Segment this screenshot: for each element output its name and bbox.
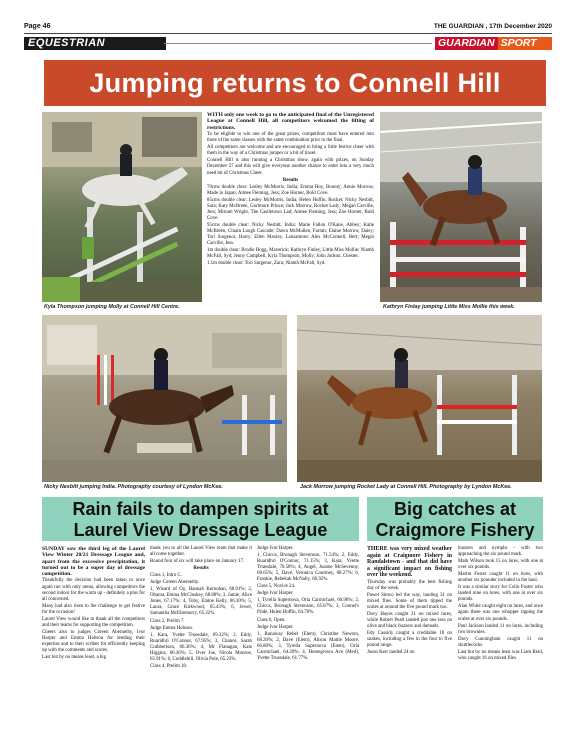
photo-jack-morrow [297, 315, 542, 482]
fishery-para-2: Pawel Simco led the way, landing 31 on mixed flies. Some of them tipped the scales at around the five pound mark too. [367, 593, 452, 611]
story1-result-5: 1.1m double clear: Tori Surgenor, Zara; Niamh McFall, Syd. [207, 261, 326, 267]
section-tag-equestrian [24, 37, 166, 50]
story1-para-1: To be eligible to win one of the great prizes, competitors must have entered into three of the same classes with the same combination prior to the final. [207, 132, 374, 144]
section-rule [164, 43, 432, 44]
page-number: Page 46 [24, 23, 51, 30]
guardian-tag: GUARDIAN [435, 37, 498, 50]
headline-fishery [367, 497, 543, 541]
story1-result-1: 70cms double clear: Lesley McMorris, India; Emma Hoy, Bounty; Annie Morrow, Made in Japan; Aimee Fleming, Jess; Zoe Horner, Bold Cove. [207, 184, 374, 196]
headline-dressage-line1: Rain fails to dampen spirits at [72, 499, 329, 519]
dressage-result-2: Judge Coreen Abernethy. [150, 580, 200, 586]
fishery-para-4: Edy Cassidy caught a creditable 18 on snakes, including a few in the four to five pound range. [367, 631, 452, 649]
dressage-col-2 [150, 546, 252, 671]
dressage-col3-para-7: Judge Ivor Harper. [257, 624, 294, 630]
fishery-col2-para-2: Mark Wilson took 15 on lures, with one at over six pounds. [458, 559, 543, 571]
dressage-results-title: Results [193, 566, 209, 572]
dressage-col3-para-3: Class 5, Novice 24. [257, 584, 296, 590]
fishery-col2-para-8: Last but by no means least was Liam Reid, who caught 16 on mixed flies. [458, 649, 543, 661]
caption-kyla: Kyla Thompson jumping Molly at Connell Hill Centre. [44, 304, 180, 310]
headline-fishery-line2: Craigmore Fishery [375, 520, 535, 540]
story1-lead: WITH only one week to go to the anticipated final of the Unregistered League at Connell Hill, all competitors welcomed the lifting of restrictions. [207, 112, 374, 131]
fishery-lead: THERE was very mixed weather again at Craigmore Fishery in Randalstown - and that did have a significant impact on fishing over the weekend. [367, 546, 452, 579]
headline-dressage-line2: Laurel View Dressage League [73, 520, 328, 540]
dressage-col-1 [42, 546, 145, 662]
caption-nicky: Nicky Nesbitt jumping India. Photography courtesy of Lyndon McKee. [44, 484, 223, 490]
dressage-col3-para-4: Judge Ivor Harper. [257, 591, 294, 597]
fishery-col2-para-4: It was a similar story for Colin Foster who landed nine on lures, with one at over six pounds. [458, 585, 543, 603]
headline-fishery-line1: Big catches at [393, 499, 517, 519]
dressage-para-1: Thankfully the decision had been taken to once again run with only arena, allowing competitors the second indoor for the warm up - definitely a plus for all concerned. [42, 578, 145, 602]
horse-jump-illustration-3 [42, 315, 287, 482]
story1-results-title: Results [282, 177, 299, 183]
fishery-col2-para-5: Alan White caught eight on lures, and once again there was one whopper tipping the scales at over six pounds. [458, 604, 543, 622]
dressage-col3-para-8: 1, Runaway Rebel (Elem), Christine Newton, 68.20%; 2, Dave (Elem), Alison Mattie Moore, 66.80%; 3, Tyrella Supernova (Elem), Orla Carmichael, 64.20%; 4, Homegrown Ace (Med), Yvette Truesdale, 61.77%. [257, 631, 359, 661]
dressage-para-5: Last but by no means least, a big [42, 655, 107, 661]
dressage-col3-para-6: Class 6, Open. [257, 617, 286, 623]
fishery-para-5: Jason Kerr landed 24 on [367, 650, 415, 656]
fishery-col2-para-7: Davy Cunningham caught 11 on shuttlecocks. [458, 636, 543, 648]
sport-tag: SPORT [498, 37, 552, 50]
story1-body [207, 112, 374, 268]
caption-jack: Jack Morrow jumping Rocket Lady at Connell Hill. Photography by Lyndon McKee. [300, 484, 512, 490]
photo-nicky-nesbitt [42, 315, 287, 482]
photo-kyla-thompson [42, 112, 202, 302]
fishery-para-1: Thursday was probably the best fishing day of the week. [367, 579, 452, 592]
fishery-col-2 [458, 546, 543, 663]
story1-result-2: 85cms double clear: Lesley McMorris, India; Helen Hoffin, Rocket; Nicky Nesbitt, Sara; Katy McBreen, Gortmore Prince; Jack Morrow, Rocket Lady; Megan Carville, Jess; Miriam Wright, The Castletown Lad; Aimee Fleming, Jess; Zoe Horner, Bold Cove. [207, 197, 374, 221]
dressage-lead: SUNDAY saw the third leg of the Laurel View Winter 20/21 Dressage League and, apart from the excessive precipitation, it turned out to be a super day of dressage competition. [42, 546, 145, 578]
headline-jumping: Jumping returns to Connell Hill [44, 60, 546, 106]
dressage-result-6: 1, Kara, Yvette Truesdale, 69.32%; 2, Eddy, Ruaridhri O'Connor, 67.95%; 3, Chance, Sarah Cuthbertson, 66.36%; 4, Mr Flanagan, Kate Higgins, 66.36%; 5, Over Joe, Nicola Monroe, 65.91%; 6, Coddlehill, Olivia Pole, 65.23%. [150, 632, 252, 662]
dressage-result-7: Class 4, Prelim 18. [150, 663, 188, 669]
section-tag-label: EQUESTRIAN [28, 37, 106, 49]
fishery-para-3: Davy Hayes caught 21 on mixed lures, while Robert Pearl landed just one less on olive and black buzzers and damsels. [367, 612, 452, 630]
dressage-col3-para-1: Judge Ivor Harper. [257, 546, 294, 551]
photo-kathryn-finlay [380, 112, 542, 302]
dressage-col2-para-1: thank you to all the Laurel View team that make it all come together. [150, 546, 252, 558]
dressage-para-3: Laurel View would like to thank all the competitors and their teams for supporting the competition. [42, 616, 145, 628]
dressage-para-4: Cheers also to judges Coreen Abernethy, Ivor Harper and Emma Hobson for lending their expertise and to their scribes for efficiently keeping up with the comments and scores. [42, 629, 145, 653]
dressage-col3-para-5: 1, Tyrella Supernova, Orla Carmichael, 66.96%; 2, Chicca, Bronagh Stevenson, 65.87%; 3, Connel's Pride, Helen Hoffin, 64.78%. [257, 598, 359, 616]
fishery-col2-para-1: buzzers and nymphs - with two approaching the six pound mark. [458, 546, 543, 558]
dressage-col2-para-2: Round four of six will take place on January 17. [150, 559, 245, 565]
horse-jump-illustration [42, 112, 202, 302]
dressage-para-2: Many had also risen to the challenge to get festive for the occasion! [42, 603, 145, 615]
dressage-col3-para-2: 1, Chicca, Bronagh Stevenson, 71.54%; 2, Eddy, Ruaridhri O'Connor, 71.15%; 3, Kara, Yvette Truesdale, 70.58%; 4, Angel, Joanne McSevenny, 68.65%; 5, Dave, Veronica Courtney, 68.27%; 6, Frankie, Rebekah McNally, 66.92%. [257, 553, 359, 583]
fishery-col2-para-6: Paul Jackson landed 11 on lures, including two brownies. [458, 623, 543, 635]
dressage-result-5: Judge Emma Hobson. [150, 625, 194, 631]
masthead: THE GUARDIAN , 17th December 2020 [433, 23, 552, 30]
story1-result-3: 95cms double clear: Nicky Nesbitt, India; Marie Fallon O'Kane, Abbey; Katie McBreen, Cluain Lough Cascade; Dawn McMullen, Farrah; Elaine Morrow, Daisy; Tori Surgenor, Harry; Ellen Maxley, Lanzamore; Alex McConnell, Bert; Megin Carville, Jess. [207, 222, 374, 247]
caption-kathryn: Kathryn Finlay jumping Little Miss Mollie this week. [383, 304, 515, 310]
story1-para-2: All competitors are welcome and are encouraged to bring a little festive cheer with them in the way of a Christmas jumper or a bit of tinsel. [207, 145, 374, 157]
fishery-col-1 [367, 546, 452, 658]
fishery-col2-para-3: Martin Foster caught 11 on lures, with another six pounder included in the haul. [458, 572, 543, 584]
header-rule [24, 33, 552, 34]
story1-result-4: 1m double clear: Brodie Hogg, Maverick; Kathryn Finley, Little Miss Mollie; Niamh McFall, Syd; Jenny Campbell, Kyla Thompson, Molly; John Judson, Chester. [207, 248, 374, 260]
dressage-result-4: Class 2, Prelim 7. [150, 618, 185, 624]
dressage-result-3: 1, Wizard of Oz, Hannah Kernohan, 68.91%; 2, Obama, Emma McCloskey, 68.88%; 3, Jamie, Alice Jones, 67.17%; 4, Toby, Elaine Kelly, 66.30%; 5, Laura, Grace Kirkwood, 65.43%; 6, Jewel, Samantha McElremurry, 65.22%. [150, 587, 252, 617]
horse-jump-illustration-2 [380, 112, 542, 302]
dressage-col-3 [257, 546, 359, 663]
guardian-sport-tag [435, 37, 552, 50]
dressage-result-1: Class 1, Intro C. [150, 573, 182, 579]
headline-dressage [42, 497, 359, 541]
story1-para-3: Connell Hill is also running a Christmas show, again with prizes, on Sunday December 27 and this will give everyone another chance to enter into a very much need bit of Christmas Cheer. [207, 158, 374, 176]
horse-jump-illustration-4 [297, 315, 542, 482]
